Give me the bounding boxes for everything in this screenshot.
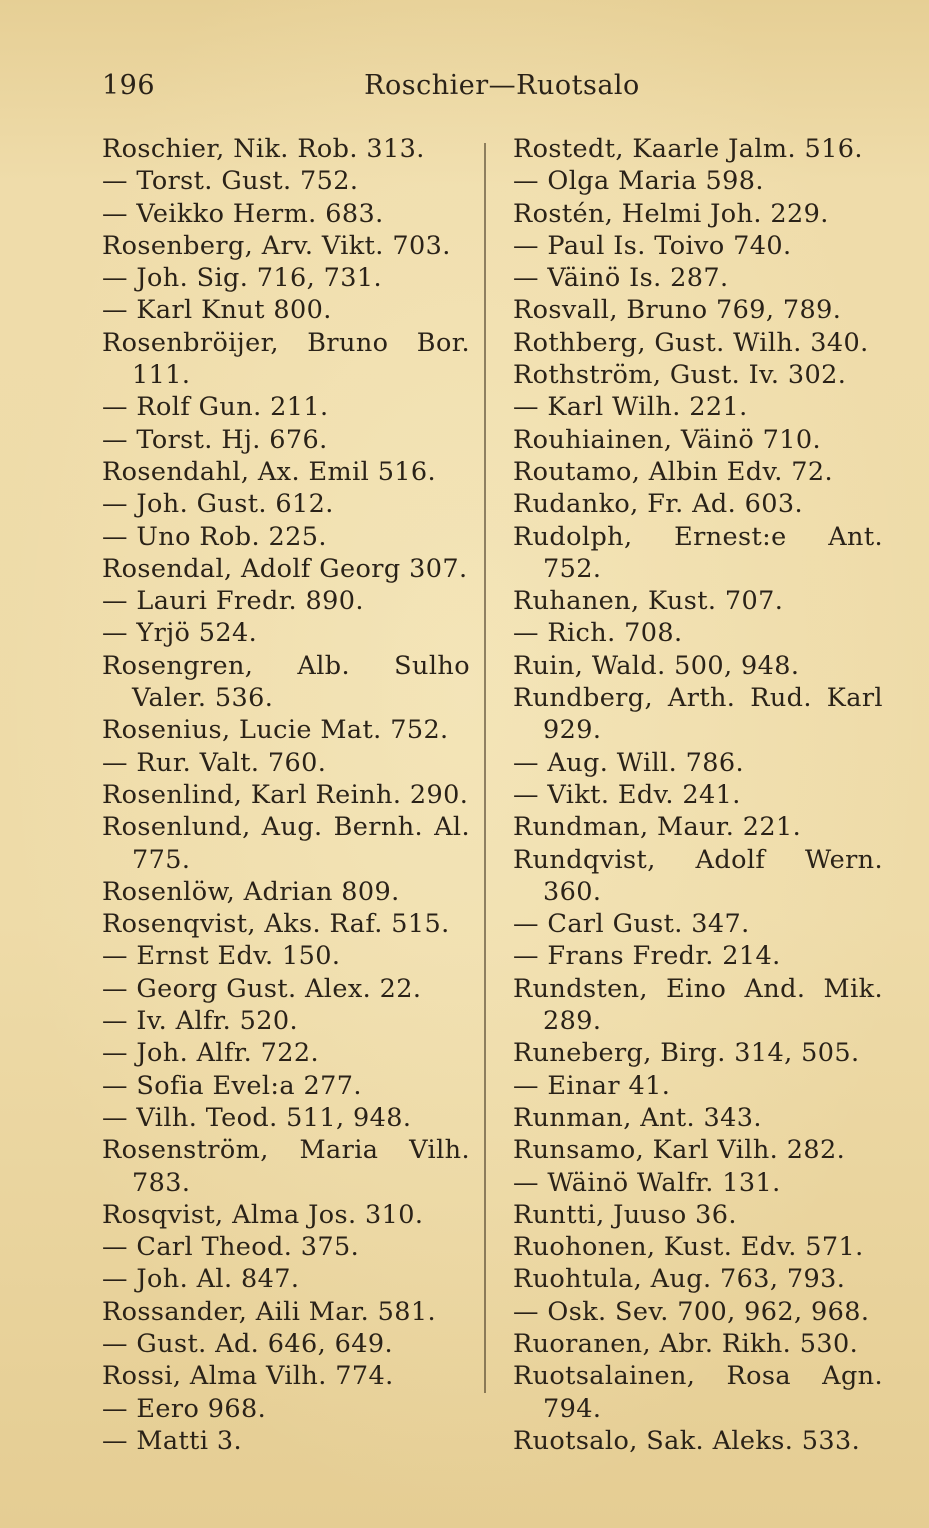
- index-entry: Rosendahl, Ax. Emil 516.: [102, 456, 437, 487]
- index-entry: — Joh. Alfr. 722.: [102, 1038, 320, 1069]
- index-entry: Runtti, Juuso 36.: [513, 1199, 737, 1230]
- index-entry: Rostedt, Kaarle Jalm. 516.: [513, 134, 863, 164]
- index-entry: — Wäinö Walfr. 131.: [513, 1167, 781, 1198]
- index-entry: Rosqvist, Alma Jos. 310.: [102, 1199, 424, 1230]
- index-entry: Rostén, Helmi Joh. 229.: [513, 198, 829, 229]
- index-entry: Rouhiainen, Väinö 710.: [513, 424, 821, 455]
- index-entry: Ruotsalo, Sak. Aleks. 533.: [513, 1425, 861, 1456]
- index-entry: Rosenius, Lucie Mat. 752.: [102, 715, 449, 746]
- index-entry: Rosenlund, Aug. Bernh. Al. 775.: [102, 812, 470, 875]
- index-entry: — Olga Maria 598.: [513, 166, 764, 197]
- index-entry: Runeberg, Birg. 314, 505.: [513, 1038, 860, 1069]
- index-entry: — Eero 968.: [102, 1393, 267, 1424]
- column-divider: [484, 143, 486, 1393]
- index-entry: — Matti 3.: [102, 1425, 243, 1456]
- index-entry: Rosengren, Alb. Sulho Valer. 536.: [102, 650, 470, 714]
- index-entry: Ruoranen, Abr. Rikh. 530.: [513, 1328, 859, 1359]
- index-entry: Rothberg, Gust. Wilh. 340.: [513, 327, 869, 358]
- index-entry: — Joh. Al. 847.: [102, 1264, 300, 1295]
- index-entry: Rundman, Maur. 221.: [513, 812, 802, 843]
- index-entry: — Carl Gust. 347.: [513, 909, 750, 940]
- index-entry: — Sofia Evel:a 277.: [102, 1070, 362, 1101]
- index-entry: — Einar 41.: [513, 1070, 671, 1101]
- index-entry: Rosenqvist, Aks. Raf. 515.: [102, 909, 450, 940]
- index-entry: Rundberg, Arth. Rud. Karl 929.: [513, 683, 883, 746]
- index-entry: Runsamo, Karl Vilh. 282.: [513, 1135, 846, 1166]
- index-entry: Rosvall, Bruno 769, 789.: [513, 295, 842, 326]
- index-entry: Rossi, Alma Vilh. 774.: [102, 1361, 394, 1392]
- index-entry: — Aug. Will. 786.: [513, 747, 744, 778]
- index-entry: — Veikko Herm. 683.: [102, 198, 384, 229]
- page-number: 196: [102, 70, 156, 101]
- index-entry: Rosendal, Adolf Georg 307.: [102, 553, 468, 584]
- index-entry: — Joh. Gust. 612.: [102, 489, 334, 520]
- index-entry: — Joh. Sig. 716, 731.: [102, 263, 383, 294]
- index-entry: — Uno Rob. 225.: [102, 521, 327, 552]
- index-entry: — Carl Theod. 375.: [102, 1232, 360, 1263]
- index-entry: — Torst. Hj. 676.: [102, 424, 328, 455]
- index-entry: Rudolph, Ernest:e Ant. 752.: [513, 521, 883, 584]
- index-entry: — Karl Wilh. 221.: [513, 392, 748, 423]
- index-entry: — Torst. Gust. 752.: [102, 166, 359, 197]
- index-entry: — Ernst Edv. 150.: [102, 941, 341, 972]
- index-entry: — Rolf Gun. 211.: [102, 392, 329, 423]
- index-entry: Rosenbröijer, Bruno Bor. 111.: [102, 327, 470, 391]
- index-entry: Ruohtula, Aug. 763, 793.: [513, 1264, 846, 1295]
- index-entry: Ruotsalainen, Rosa Agn. 794.: [513, 1361, 883, 1424]
- index-entry: Roschier, Nik. Rob. 313.: [102, 134, 425, 164]
- running-head: Roschier—Ruotsalo: [364, 70, 640, 101]
- index-entry: Rundsten, Eino And. Mik. 289.: [513, 973, 883, 1037]
- index-entry: — Lauri Fredr. 890.: [102, 586, 364, 617]
- index-entry: — Rur. Valt. 760.: [102, 747, 327, 778]
- index-entry: Rundqvist, Adolf Wern. 360.: [513, 844, 883, 907]
- index-entry: — Yrjö 524.: [102, 618, 258, 649]
- index-entry: Rudanko, Fr. Ad. 603.: [513, 489, 804, 520]
- page-header: [102, 70, 882, 110]
- index-entry: — Vilh. Teod. 511, 948.: [102, 1102, 412, 1133]
- index-entry: Routamo, Albin Edv. 72.: [513, 456, 834, 487]
- left-column: [102, 133, 470, 1457]
- index-entry: Ruin, Wald. 500, 948.: [513, 650, 800, 681]
- index-entry: — Vikt. Edv. 241.: [513, 779, 741, 810]
- index-entry: — Rich. 708.: [513, 618, 683, 649]
- index-entry: Rosenlind, Karl Reinh. 290.: [102, 779, 469, 810]
- index-entry: Ruohonen, Kust. Edv. 571.: [513, 1232, 864, 1263]
- index-entry: Ruhanen, Kust. 707.: [513, 586, 784, 617]
- index-entry: — Osk. Sev. 700, 962, 968.: [513, 1296, 870, 1327]
- index-entry: Runman, Ant. 343.: [513, 1102, 762, 1133]
- index-entry: Rosenlöw, Adrian 809.: [102, 876, 400, 907]
- index-entry: Rothström, Gust. Iv. 302.: [513, 360, 847, 391]
- index-entry: — Paul Is. Toivo 740.: [513, 230, 792, 261]
- index-entry: — Väinö Is. 287.: [513, 263, 729, 294]
- index-entry: — Georg Gust. Alex. 22.: [102, 973, 422, 1004]
- index-entry: Rossander, Aili Mar. 581.: [102, 1296, 437, 1327]
- index-entry: Rosenström, Maria Vilh. 783.: [102, 1135, 470, 1198]
- index-entry: — Karl Knut 800.: [102, 295, 332, 326]
- index-entry: — Frans Fredr. 214.: [513, 941, 781, 972]
- index-entry: Rosenberg, Arv. Vikt. 703.: [102, 230, 451, 261]
- right-column: [513, 133, 883, 1457]
- index-entry: — Iv. Alfr. 520.: [102, 1006, 299, 1037]
- index-entry: — Gust. Ad. 646, 649.: [102, 1328, 393, 1359]
